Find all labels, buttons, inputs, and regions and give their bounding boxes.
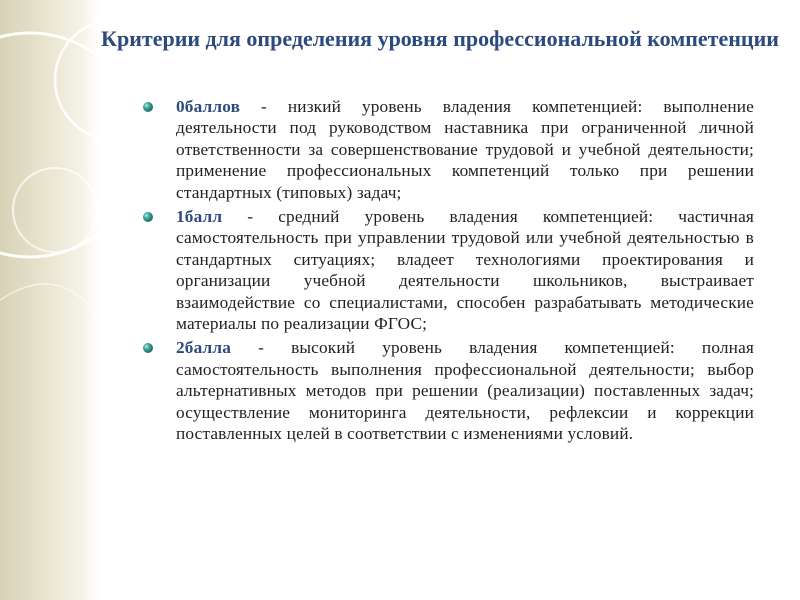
teal-sphere-bullet-icon <box>142 211 154 223</box>
criteria-score-label: 0баллов <box>176 97 241 116</box>
teal-sphere-bullet-icon <box>142 101 154 113</box>
teal-sphere-bullet-icon <box>142 342 154 354</box>
criteria-description: - средний уровень владения компетенцией: частичная самостоятельность при управлении трудовой или учебной деятельностью в стандартных ситуациях; владеет технологиями проектирования и организации учебной деятельности школьников, выстраивает взаимодействие со специалистами, способен разрабатывать методические материалы по реализации ФГОС; <box>176 207 754 334</box>
list-item <box>142 96 754 203</box>
decorative-arc <box>0 284 100 320</box>
list-item <box>142 337 754 444</box>
criteria-score-label: 2балла <box>176 338 232 358</box>
slide-title: Критерии для определения уровня профессиональной компетенции <box>101 26 779 51</box>
criteria-score-label: 1балл <box>176 207 223 227</box>
list-item <box>142 206 754 334</box>
criteria-list <box>142 96 754 448</box>
criteria-description: - высокий уровень владения компетенцией: полная самостоятельность выполнения профессиональной деятельности; выбор альтернативных методов при решении (реализации) поставленных задач; осуществление мониторинга деятельности, рефлексии и коррекции поставленных целей в соответствии с изменениями условий. <box>176 338 754 444</box>
inner-decorative-ring <box>13 168 97 252</box>
criteria-description: - низкий уровень владения компетенцией: выполнение деятельности под руководством наставника при ограниченной личной ответственности за совершенствование трудовой и учебной деятельности; применение профессиональных компетенций только при решении стандартных (типовых) задач; <box>176 97 754 202</box>
large-decorative-ring <box>0 33 142 257</box>
